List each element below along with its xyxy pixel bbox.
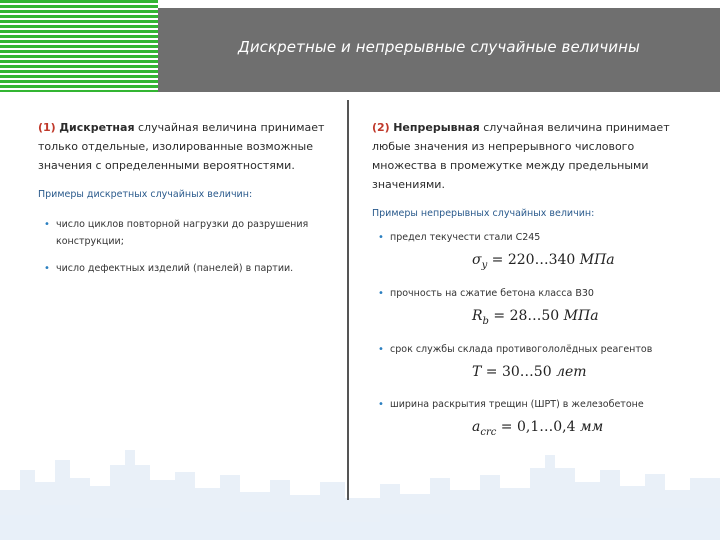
discrete-number: (1) — [38, 121, 56, 134]
formula-unit: мм — [579, 419, 604, 436]
discrete-examples-title: Примеры дискретных случайных величин: — [38, 189, 253, 200]
continuous-keyword: Непрерывная — [393, 121, 480, 134]
formula-service-life — [472, 364, 692, 383]
formula-symbol: σ — [472, 252, 482, 268]
formula-subscript: crc — [480, 427, 497, 439]
bullet-text: ширина раскрытия трещин (ШРТ) в железобетоне — [390, 399, 644, 411]
column-divider — [347, 100, 349, 500]
continuous-text: случайная величина принимает любые значения из непрерывного числового множества в промежутке между предельными значениями. — [372, 121, 670, 191]
continuous-examples-title: Примеры непрерывных случайных величин: — [372, 208, 595, 219]
formula-symbol: R — [472, 307, 483, 324]
formula-subscript: y — [481, 259, 488, 271]
bullet-icon: • — [378, 399, 384, 411]
formula-expression: = 220…340 — [487, 252, 580, 268]
formula-expression: = 0,1…0,4 — [496, 419, 580, 436]
bullet-icon: • — [378, 232, 384, 243]
page-title: Дискретные и непрерывные случайные величины — [238, 38, 640, 56]
formula-symbol: T — [472, 363, 482, 380]
formula-expression: = 28…50 — [488, 307, 564, 324]
discrete-definition — [38, 118, 338, 175]
discrete-keyword: Дискретная — [59, 121, 135, 134]
list-item — [372, 229, 692, 246]
bullet-icon: • — [378, 343, 384, 355]
list-item — [372, 285, 692, 302]
formula-unit: МПа — [579, 252, 615, 268]
formula-unit: лет — [556, 363, 587, 380]
formula-concrete-strength — [472, 308, 692, 327]
list-item — [38, 260, 338, 277]
formula-subscript: b — [482, 315, 489, 327]
bullet-text: число циклов повторной нагрузки до разрушения конструкции; — [56, 219, 309, 247]
formula-expression: = 30…50 — [481, 363, 557, 380]
formula-crack-width — [472, 419, 692, 438]
continuous-number: (2) — [372, 121, 390, 134]
bullet-text: предел текучести стали С245 — [390, 232, 541, 243]
formula-unit: МПа — [563, 307, 599, 324]
discrete-column — [38, 118, 338, 277]
green-stripes-decoration — [0, 0, 158, 92]
list-item — [372, 341, 692, 358]
bullet-icon: • — [44, 219, 50, 230]
continuous-column — [372, 118, 692, 438]
discrete-text: случайная величина принимает только отдельные, изолированные возможные значения с определенными вероятностями. — [38, 121, 325, 172]
list-item — [38, 216, 338, 250]
formula-yield-strength — [472, 252, 692, 271]
bullet-icon: • — [44, 263, 50, 274]
bullet-text: срок службы склада противогололёдных реагентов — [390, 343, 653, 355]
bullet-text: прочность на сжатие бетона класса В30 — [390, 287, 594, 299]
title-bar — [158, 8, 720, 92]
list-item — [372, 396, 692, 413]
bullet-icon: • — [378, 287, 384, 299]
continuous-definition — [372, 118, 692, 194]
formula-symbol: a — [472, 419, 481, 436]
bullet-text: число дефектных изделий (панелей) в партии. — [56, 263, 294, 274]
